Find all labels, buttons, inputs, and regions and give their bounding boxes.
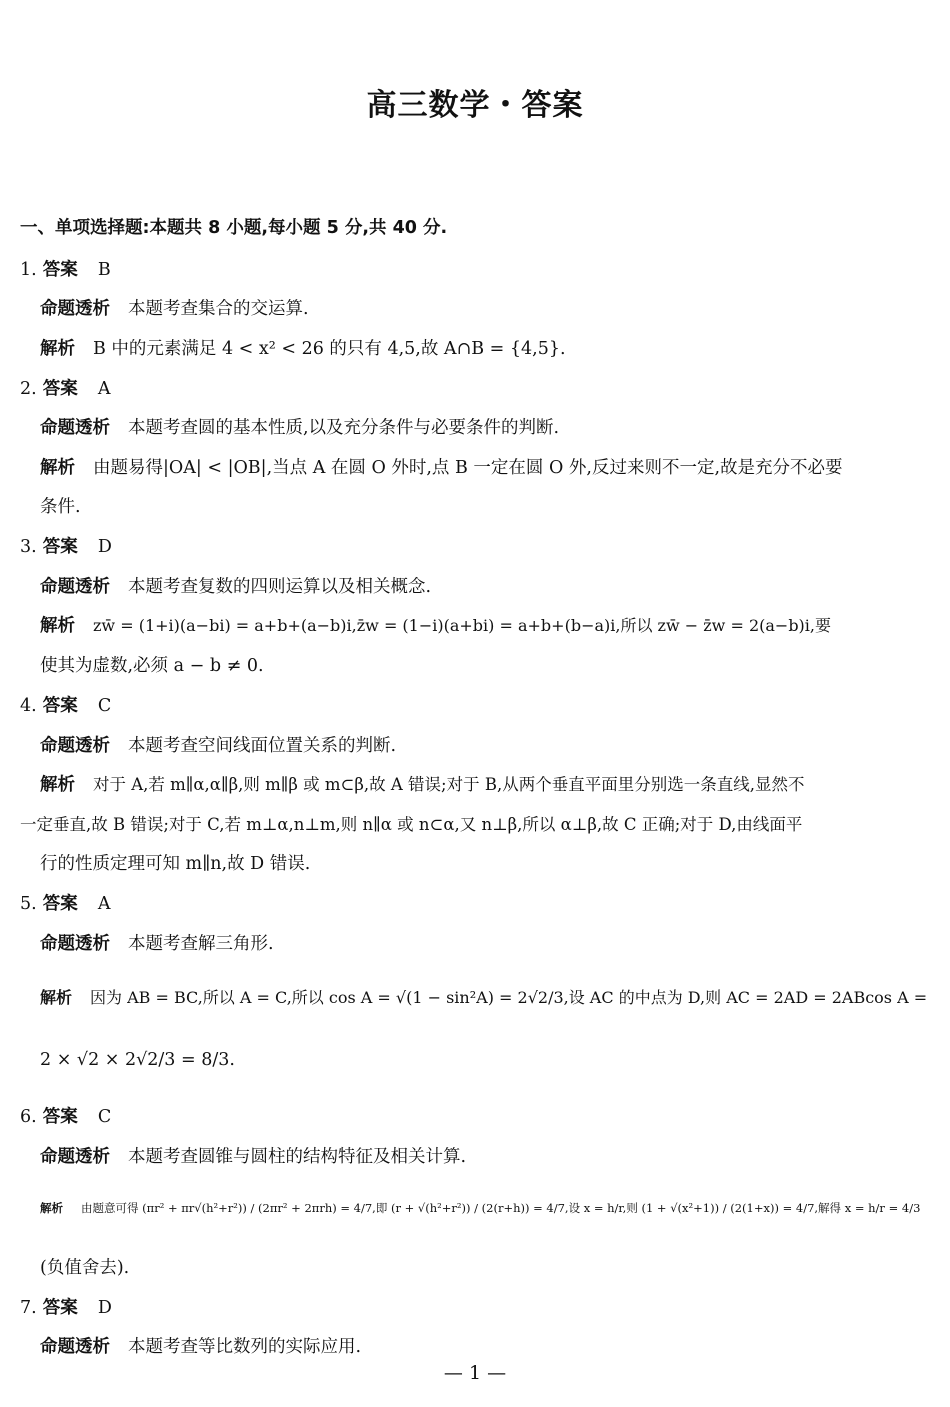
question-3-analysis <box>40 612 831 637</box>
answer-choice: C <box>97 696 112 716</box>
answer-label: 答案 <box>42 379 78 399</box>
question-1-answer-line <box>20 256 111 281</box>
analysis-label: 解析 <box>40 1201 63 1215</box>
question-1-purpose <box>40 295 309 320</box>
question-1-analysis <box>40 335 566 360</box>
question-2-answer-line <box>20 375 111 400</box>
answer-label: 答案 <box>42 696 78 716</box>
answer-choice: A <box>97 894 111 914</box>
question-number: 1. <box>20 260 37 280</box>
analysis-continuation: (负值舍去). <box>40 1258 130 1278</box>
question-4-purpose <box>40 732 396 757</box>
answer-label: 答案 <box>42 537 78 557</box>
question-5-purpose <box>40 930 274 955</box>
purpose-text: 本题考查等比数列的实际应用. <box>128 1337 362 1357</box>
question-3-answer-line <box>20 533 112 558</box>
purpose-text: 本题考查集合的交运算. <box>128 299 309 319</box>
analysis-text: 因为 AB = BC,所以 A = C,所以 cos A = √(1 − sin²A) = 2√2/3,设 AC 的中点为 D,则 AC = 2AD = 2ABcos A = <box>90 988 928 1007</box>
question-6-purpose <box>40 1143 466 1168</box>
answer-label: 答案 <box>42 1298 78 1318</box>
section-header: 一、单项选择题:本题共 8 小题,每小题 5 分,共 40 分. <box>20 218 448 238</box>
question-5-analysis <box>40 985 927 1008</box>
question-number: 2. <box>20 379 37 399</box>
purpose-label: 命题透析 <box>40 1147 110 1167</box>
question-4-answer-line <box>20 692 111 717</box>
analysis-continuation: 使其为虚数,必须 a − b ≠ 0. <box>40 656 264 676</box>
analysis-label: 解析 <box>40 775 75 795</box>
purpose-text: 本题考查空间线面位置关系的判断. <box>128 736 397 756</box>
question-2-analysis <box>40 454 843 479</box>
purpose-label: 命题透析 <box>40 1337 110 1357</box>
answer-choice: D <box>97 537 112 557</box>
purpose-label: 命题透析 <box>40 299 110 319</box>
analysis-text: B 中的元素满足 4 < x² < 26 的只有 4,5,故 A∩B = {4,5}. <box>93 339 566 359</box>
question-7-answer-line <box>20 1294 112 1319</box>
analysis-text: zw̄ = (1+i)(a−bi) = a+b+(a−b)i,z̄w = (1−i)(a+bi) = a+b+(b−a)i,所以 zw̄ − z̄w = 2(a−b)i,要 <box>93 616 832 635</box>
question-3-purpose <box>40 573 431 598</box>
answer-choice: D <box>97 1298 112 1318</box>
purpose-label: 命题透析 <box>40 577 110 597</box>
answer-choice: A <box>97 379 111 399</box>
analysis-label: 解析 <box>40 458 75 478</box>
answer-label: 答案 <box>42 894 78 914</box>
analysis-label: 解析 <box>40 339 75 359</box>
purpose-text: 本题考查圆锥与圆柱的结构特征及相关计算. <box>128 1147 467 1167</box>
purpose-text: 本题考查圆的基本性质,以及充分条件与必要条件的判断. <box>128 418 560 438</box>
question-5-answer-line <box>20 890 111 915</box>
question-number: 7. <box>20 1298 37 1318</box>
page-number: — 1 — <box>443 1362 507 1384</box>
purpose-label: 命题透析 <box>40 736 110 756</box>
purpose-label: 命题透析 <box>40 418 110 438</box>
analysis-text: 由题意可得 (πr² + πr√(h²+r²)) / (2πr² + 2πrh) = 4/7,即 (r + √(h²+r²)) / (2(r+h)) = 4/7,设 x = h/r,则 (1 + √(x²+1)) / (2(1+x)) = 4/7,解得 x = h/r = 4/3 <box>81 1201 921 1215</box>
question-2-purpose <box>40 414 559 439</box>
question-number: 6. <box>20 1107 37 1127</box>
analysis-text: 对于 A,若 m∥α,α∥β,则 m∥β 或 m⊂β,故 A 错误;对于 B,从两个垂直平面里分别选一条直线,显然不 <box>93 775 805 794</box>
purpose-text: 本题考查复数的四则运算以及相关概念. <box>128 577 432 597</box>
analysis-continuation: 一定垂直,故 B 错误;对于 C,若 m⊥α,n⊥m,则 n∥α 或 n⊂α,又 n⊥β,所以 α⊥β,故 C 正确;对于 D,由线面平 <box>20 815 803 834</box>
question-4-analysis <box>40 771 804 796</box>
question-7-purpose <box>40 1333 361 1358</box>
answer-choice: B <box>97 260 111 280</box>
analysis-text: 由题易得|OA| < |OB|,当点 A 在圆 O 外时,点 B 一定在圆 O 外,反过来则不一定,故是充分不必要 <box>93 458 843 478</box>
answer-choice: C <box>97 1107 112 1127</box>
question-number: 3. <box>20 537 37 557</box>
purpose-label: 命题透析 <box>40 934 110 954</box>
analysis-continuation: 2 × √2 × 2√2/3 = 8/3. <box>40 1050 235 1070</box>
analysis-label: 解析 <box>40 616 75 636</box>
page-title: 高三数学・答案 <box>366 88 584 123</box>
answer-label: 答案 <box>42 1107 78 1127</box>
question-6-analysis <box>40 1200 920 1216</box>
answer-label: 答案 <box>42 260 78 280</box>
question-number: 5. <box>20 894 37 914</box>
question-number: 4. <box>20 696 37 716</box>
purpose-text: 本题考查解三角形. <box>128 934 274 954</box>
question-6-answer-line <box>20 1103 111 1128</box>
analysis-continuation: 条件. <box>40 497 81 517</box>
analysis-continuation: 行的性质定理可知 m∥n,故 D 错误. <box>40 854 311 874</box>
analysis-label: 解析 <box>40 988 73 1007</box>
